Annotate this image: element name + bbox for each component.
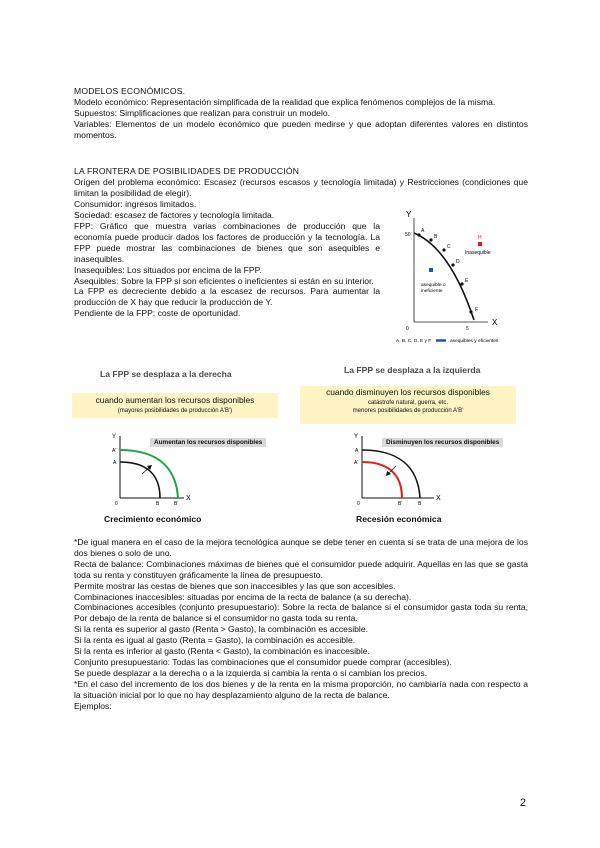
paragraph: Si la renta es superior al gasto (Renta > Gasto), la combinación es accesible. [74, 624, 369, 635]
point-g [429, 268, 433, 272]
shift-left-box [300, 386, 516, 424]
y-outer-label: A [355, 448, 359, 454]
axis-y-label: Y [354, 434, 359, 440]
fpp-curve-inner [120, 462, 160, 498]
fpp-curve-outer [120, 450, 178, 498]
shift-left-chart [350, 430, 450, 510]
section-recta-balance [74, 537, 528, 712]
axis-y-label: Y [112, 434, 117, 440]
section-heading: MODELOS ECONÓMICOS. [74, 86, 186, 96]
paragraph: Si la renta es inferior al gasto (Renta < Gasto), la combinación es inaccesible. [74, 646, 370, 657]
y-intercept-label: 50 [405, 232, 411, 238]
page-number: 2 [519, 797, 526, 809]
y-inner-label: A [113, 460, 117, 466]
paragraph: Consumidor: ingresos limitados. [74, 198, 197, 209]
paragraph: FPP: Gráfico que muestra varias combinaciones de producción que la economía puede producir dados los factores de producción y la tecnología. La FPP puede mostrar las combinaciones de bienes que son asequibles e inasequibles. [74, 221, 380, 264]
paragraph: Ejemplos: [74, 700, 112, 711]
paragraph: Supuestos: Simplificaciones que realizan para construir un modelo. [74, 107, 331, 118]
section-fpp-body [74, 221, 380, 319]
legend-points: A, B, C, D, E y F [396, 339, 432, 344]
paragraph: *En el caso del incremento de los dos bienes y de la renta en la misma proporción, no cambiaría nada con respecto a la situación inicial por lo que no hay desplazamiento alguno de la recta de balance. [74, 678, 528, 700]
paragraph: Pendiente de la FPP: coste de oportunidad. [74, 308, 241, 319]
fpp-chart [392, 208, 532, 344]
paragraph: Permite mostrar las cestas de bienes que son inaccesibles y las que son accesibles. [74, 580, 396, 591]
x-inner-label: B' [398, 501, 403, 507]
box-main: cuando disminuyen los recursos disponibles [326, 387, 490, 397]
legend-desc: asequibles y eficientes [450, 339, 499, 344]
point-d [451, 263, 454, 266]
paragraph: Recta de balance: Combinaciones máximas de bienes que el consumidor puede adquirir. Aquellas en las que se gasta toda su renta y constituyen gráficamente la línea de presupuesto. [74, 558, 528, 580]
fpp-curve-inner [362, 462, 402, 498]
point-label: F [475, 307, 479, 313]
point-label: A [421, 228, 425, 234]
fpp-curve [414, 233, 474, 320]
x-outer-label: B [418, 501, 422, 507]
shift-left-tag: Disminuyen los recursos disponibles [382, 438, 503, 447]
shift-right-chart [108, 430, 198, 510]
inasequible-label: Inasequible [465, 250, 491, 256]
paragraph: Inasequibles: Los situados por encima de la FPP. [74, 264, 262, 275]
paragraph: La FPP es decreciente debido a la escasez de recursos. Para aumentar la producción de X hay que reducir la producción de Y. [74, 286, 380, 308]
paragraph: Se puede desplazar a la derecha o a la izquierda si cambia la renta o si cambian los precios. [74, 667, 428, 678]
y-outer-label: A' [112, 448, 117, 454]
point-label: E [465, 278, 469, 284]
paragraph: Si la renta es igual al gasto (Renta = Gasto), la combinación es accesible. [74, 635, 356, 646]
paragraph: Sociedad: escasez de factores y tecnología limitada. [74, 209, 275, 220]
shift-left-title: La FPP se desplaza a la izquierda [344, 365, 481, 375]
box-sub-2: menores posibilidades de producción A'B' [352, 408, 464, 414]
shift-right-title: La FPP se desplaza a la derecha [100, 369, 232, 379]
origin-label: 0 [357, 501, 360, 507]
point-f [469, 310, 472, 313]
x-inner-label: B [156, 501, 160, 507]
x-outer-label: B' [174, 501, 179, 507]
axis-y-label: Y [406, 210, 412, 219]
point-label: H [478, 235, 482, 241]
point-b [429, 238, 432, 241]
origin-label: 0 [115, 501, 118, 507]
x-intercept-label: 5 [466, 326, 469, 332]
y-inner-label: A' [354, 460, 359, 466]
axis-x-label: X [186, 495, 191, 502]
paragraph: Combinaciones inaccesibles: situadas por encima de la recta de balance (a su derecha). [74, 591, 412, 602]
shift-right-caption: Crecimiento económico [104, 514, 202, 524]
paragraph: Origen del problema económico: Escasez (recursos escasos y tecnología limitada) y Restricciones (condiciones que limitan la posibilidad de elegir). [74, 176, 528, 198]
point-label: B [434, 234, 438, 240]
shift-left-caption: Recesión económica [356, 514, 442, 524]
box-sub-1: catástrofe natural, guerra, etc. [367, 400, 449, 406]
point-h [478, 242, 482, 246]
paragraph: Variables: Elementos de un modelo económico que pueden medirse y que adoptan diferentes valores en distintos momentos. [74, 118, 528, 140]
ineficiente-label: asequible o ineficiente [421, 283, 446, 294]
point-e [460, 282, 463, 285]
point-c [442, 248, 445, 251]
paragraph: Conjunto presupuestario: Todas las combinaciones que el consumidor puede comprar (accesibles). [74, 656, 452, 667]
paragraph: Asequibles: Sobre la FPP si son eficientes o ineficientes si están en su interior. [74, 275, 374, 286]
axis-x-label: X [492, 318, 498, 327]
paragraph: Modelo económico: Representación simplificada de la realidad que explica fenómenos complejos de la misma. [74, 96, 496, 107]
section-modelos [74, 86, 528, 141]
shift-right-box [72, 393, 278, 418]
point-label: C [447, 244, 451, 250]
paragraph: Combinaciones accesibles (conjunto presupuestario): Sobre la recta de balance si el consumidor gasta toda su renta, Por debajo de la renta de balance si el consumidor no gasta toda su renta. [74, 602, 528, 624]
point-label: D [456, 259, 460, 265]
axis-x-label: X [436, 495, 441, 502]
shift-right-tag: Aumentan los recursos disponibles [150, 438, 266, 447]
origin-label: 0 [406, 326, 409, 332]
paragraph: *De igual manera en el caso de la mejora tecnológica aunque se debe tener en cuenta si se trata de una mejora de los dos bienes o solo de uno. [74, 537, 528, 558]
box-sub: (mayores posibilidades de producción A'B') [117, 408, 233, 414]
box-main: cuando aumentan los recursos disponibles [95, 395, 255, 405]
section-heading: LA FRONTERA DE POSIBILIDADES DE PRODUCCIÓN [74, 166, 300, 176]
